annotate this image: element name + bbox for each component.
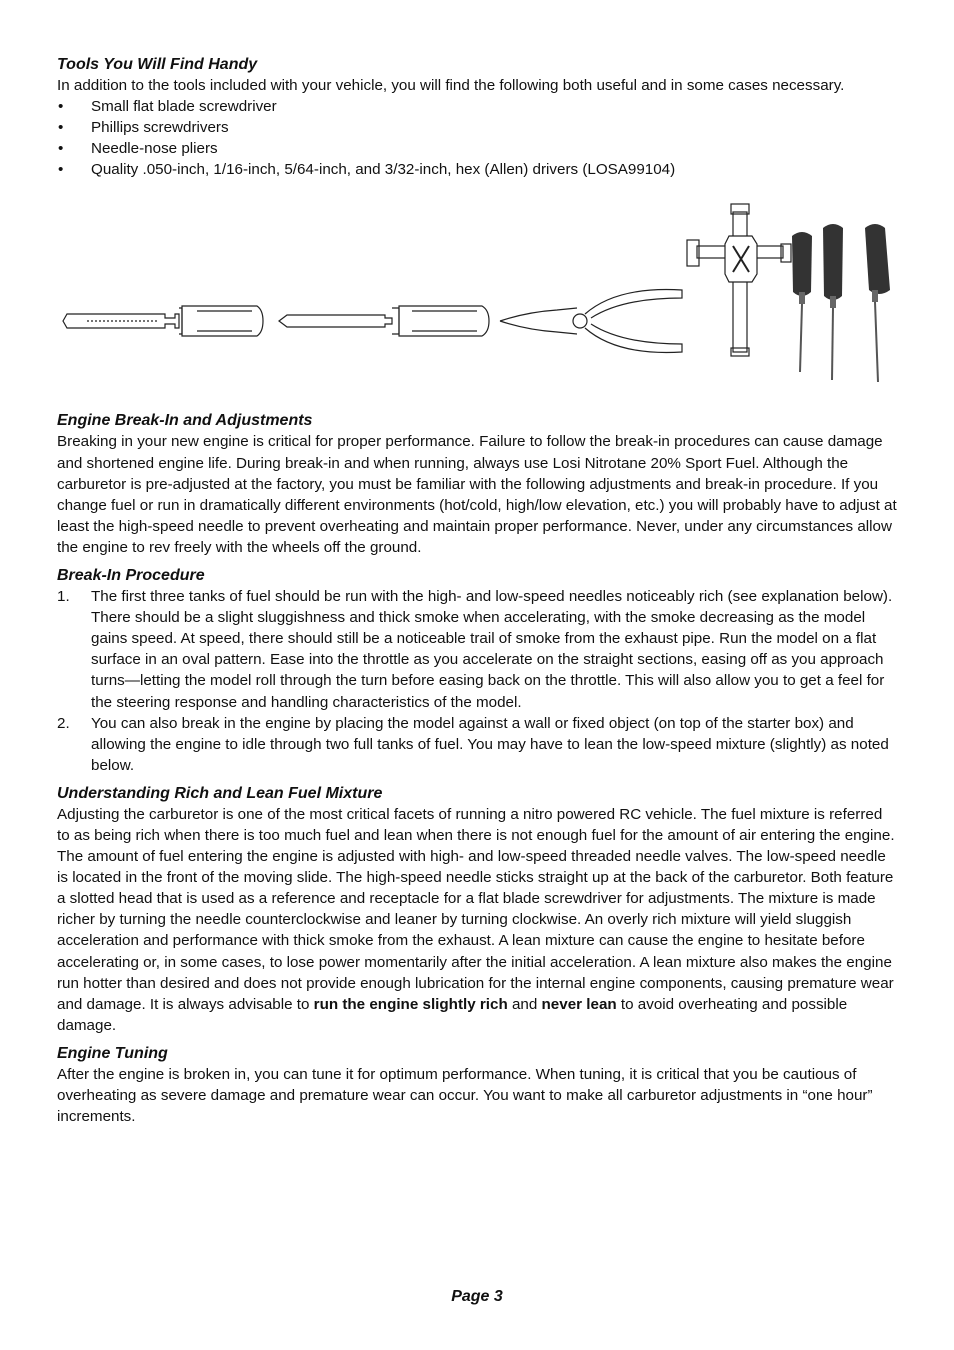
- emphasis-rich: run the engine slightly rich: [313, 995, 508, 1013]
- tools-illustration: [57, 194, 899, 394]
- tools-drawing: [57, 194, 899, 394]
- list-item: 1. The first three tanks of fuel should be run with the high- and low-speed needles noticeably rich (see explanation below). There should be a slight sluggishness and thick smoke when accelerating, with the smoke decreasing as the model gains speed. At speed, there should still be a noticeable trail of smoke from the exhaust pipe. Run the model on a flat surface in an oval pattern. Ease into the throttle as you accelerate on the straight sections, easing off as you approach turns—letting the model roll through the turn before easing back on the throttle. This will also allow you to get a feel for the steering response and handling characteristics of the model.: [57, 588, 893, 711]
- bullet: •: [58, 161, 64, 179]
- bullet: •: [58, 98, 64, 116]
- needle-nose-pliers-icon: [500, 290, 682, 353]
- cross-wrench-icon: [687, 204, 791, 356]
- procedure-heading: Break-In Procedure: [57, 567, 205, 585]
- page-number: Page 3: [451, 1288, 503, 1305]
- breakin-body: Breaking in your new engine is critical for proper performance. Failure to follow the break-in procedures can cause damage and shortened engine life. During break-in and when running, always use Losi Nitrotane 20% Sport Fuel. Although the carburetor is pre-adjusted at the factory, you must be familiar with the following adjustments and break-in procedure. If you change fuel or run in dramatically different environments (hot/cold, high/low elevation, etc.) you will probably have to adjust at least the high-speed needle to prevent overheating and maintain proper performance. Never, under any circumstances allow the engine to rev freely with the wheels off the ground.: [57, 433, 897, 556]
- breakin-heading: Engine Break-In and Adjustments: [57, 412, 313, 430]
- list-item: • Small flat blade screwdriver: [57, 96, 899, 117]
- mixture-heading: Understanding Rich and Lean Fuel Mixture: [57, 784, 383, 802]
- hex-drivers-icon: [792, 224, 890, 382]
- bullet: •: [58, 119, 64, 137]
- list-item: 2. You can also break in the engine by placing the model against a wall or fixed object (on top of the starter box) and allowing the engine to idle through two full tanks of fuel. You may have to lean the low-speed mixture (slightly) as noted below.: [57, 714, 889, 774]
- page-content: [57, 54, 899, 1127]
- list-item: • Quality .050-inch, 1/16-inch, 5/64-inch, and 3/32-inch, hex (Allen) drivers (LOSA99104): [57, 159, 899, 180]
- flat-screwdriver-icon: [63, 306, 263, 336]
- tuning-body: After the engine is broken in, you can tune it for optimum performance. When tuning, it is critical that you be cautious of overheating as severe damage and premature wear can occur. You want to make all carburetor adjustments in “one hour” increments.: [57, 1065, 873, 1126]
- list-item: • Phillips screwdrivers: [57, 117, 899, 138]
- procedure-steps: [57, 586, 899, 776]
- emphasis-never-lean: never lean: [541, 995, 617, 1013]
- phillips-screwdriver-icon: [279, 306, 489, 336]
- list-item: • Needle-nose pliers: [57, 138, 899, 159]
- mixture-body: Adjusting the carburetor is one of the most critical facets of running a nitro powered RC vehicle. The fuel mixture is referred to as being rich when there is too much fuel and lean when there is not enough fuel for the amount of air entering the engine. The amount of fuel entering the engine is adjusted with high- and low-speed threaded needle valves. The low-speed needle is located in the front of the moving slide. The high-speed needle sticks straight up at the back of the carburetor. Both feature a slotted head that is used as a reference and receptacle for a flat blade screwdriver for adjustments. The mixture is made richer by turning the needle counterclockwise and leaner by turning clockwise. An overly rich mixture will yield sluggish acceleration and performance with thick smoke from the exhaust. A lean mixture can cause the engine to hesitate before accelerating or, in some cases, to lose power momentarily after the initial acceleration. A lean mixture also makes the engine run hotter than desired and does not provide enough lubrication for the internal engine components, causing premature wear and damage. It is always advisable to run the engine slightly rich and never lean to avoid overheating and possible damage.: [57, 805, 895, 1034]
- tools-heading: Tools You Will Find Handy: [57, 56, 258, 73]
- tuning-heading: Engine Tuning: [57, 1044, 168, 1062]
- tools-intro: In addition to the tools included with your vehicle, you will find the following both useful and in some cases necessary.: [57, 77, 845, 94]
- bullet: •: [58, 140, 64, 158]
- tools-list: [57, 96, 899, 180]
